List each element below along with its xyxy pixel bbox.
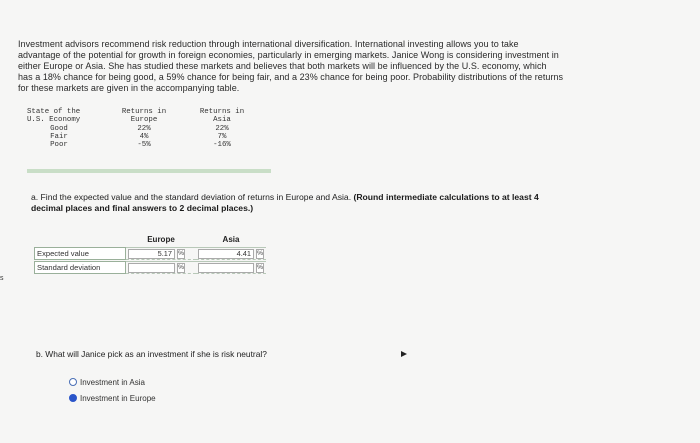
option-label: Investment in Asia xyxy=(80,378,145,387)
europe-standard-deviation-input[interactable] xyxy=(128,263,175,273)
statement-line: either Europe or Asia. She has studied these markets and believes that both markets will be influenced by the U.S. economy, which xyxy=(18,61,547,71)
asia-return-cell: 7% xyxy=(217,133,227,141)
europe-standard-deviation-cell xyxy=(126,261,196,274)
state-cell: Fair xyxy=(50,133,68,141)
rounding-instruction: (Round intermediate calculations to at least 4 xyxy=(353,192,539,202)
europe-return-cell: 22% xyxy=(137,125,151,133)
asia-return-cell: -16% xyxy=(213,141,231,149)
statement-line: Investment advisors recommend risk reduction through international diversification. International investing allows you to take xyxy=(18,39,519,49)
percent-unit: % xyxy=(257,264,264,271)
europe-return-cell: 4% xyxy=(139,133,149,141)
asia-expected-value-input[interactable]: 4.41 xyxy=(198,249,254,259)
option-investment-europe[interactable] xyxy=(69,394,156,403)
asia-standard-deviation-cell xyxy=(196,261,266,274)
header-state-line2: U.S. Economy xyxy=(27,116,81,124)
percent-unit: % xyxy=(257,250,264,257)
row-label-expected-value: Expected value xyxy=(34,247,126,260)
returns-distribution-table xyxy=(25,108,257,168)
asia-standard-deviation-input[interactable] xyxy=(198,263,254,273)
header-europe-line2: Europe xyxy=(130,116,158,124)
statement-line: for these markets are given in the accompanying table. xyxy=(18,83,240,93)
option-label: Investment in Europe xyxy=(80,394,156,403)
asia-return-cell: 22% xyxy=(215,125,229,133)
column-header-asia: Asia xyxy=(222,235,240,244)
europe-return-cell: -5% xyxy=(137,141,151,149)
europe-expected-value-cell xyxy=(126,247,196,260)
problem-statement xyxy=(18,39,684,94)
header-asia-line2: Asia xyxy=(213,116,231,124)
state-cell: Poor xyxy=(50,141,68,149)
header-asia-line1: Returns in xyxy=(199,108,245,116)
radio-selected-icon[interactable] xyxy=(69,394,77,402)
state-cell: Good xyxy=(50,125,68,133)
asia-expected-value-cell xyxy=(196,247,266,260)
question-b-text: b. What will Janice pick as an investment if she is risk neutral? xyxy=(36,349,267,359)
cropped-edge-text: s xyxy=(0,275,4,282)
option-investment-asia[interactable] xyxy=(69,378,145,387)
question-a xyxy=(31,192,671,214)
europe-expected-value-input[interactable]: 5.17 xyxy=(128,249,175,259)
table-divider xyxy=(27,169,271,173)
table-row xyxy=(25,141,257,150)
percent-unit: % xyxy=(178,264,185,271)
header-europe-line1: Returns in xyxy=(121,108,167,116)
rounding-instruction-cont: decimal places and final answers to 2 decimal places.) xyxy=(31,203,254,213)
mouse-cursor-icon xyxy=(401,351,407,357)
statement-line: has a 18% chance for being good, a 59% chance for being fair, and a 23% chance for being poor. Probability distributions of the returns xyxy=(18,72,564,82)
percent-unit: % xyxy=(178,250,185,257)
question-a-text: a. Find the expected value and the standard deviation of returns in Europe and Asia. xyxy=(31,192,354,202)
row-label-standard-deviation: Standard deviation xyxy=(34,261,126,274)
header-state-line1: State of the xyxy=(27,108,81,116)
column-header-europe: Europe xyxy=(147,235,175,244)
statement-line: advantage of the potential for growth in foreign economies, particularly in emerging markets. Janice Wong is considering investment in xyxy=(18,50,559,60)
radio-unselected-icon[interactable] xyxy=(69,378,77,386)
